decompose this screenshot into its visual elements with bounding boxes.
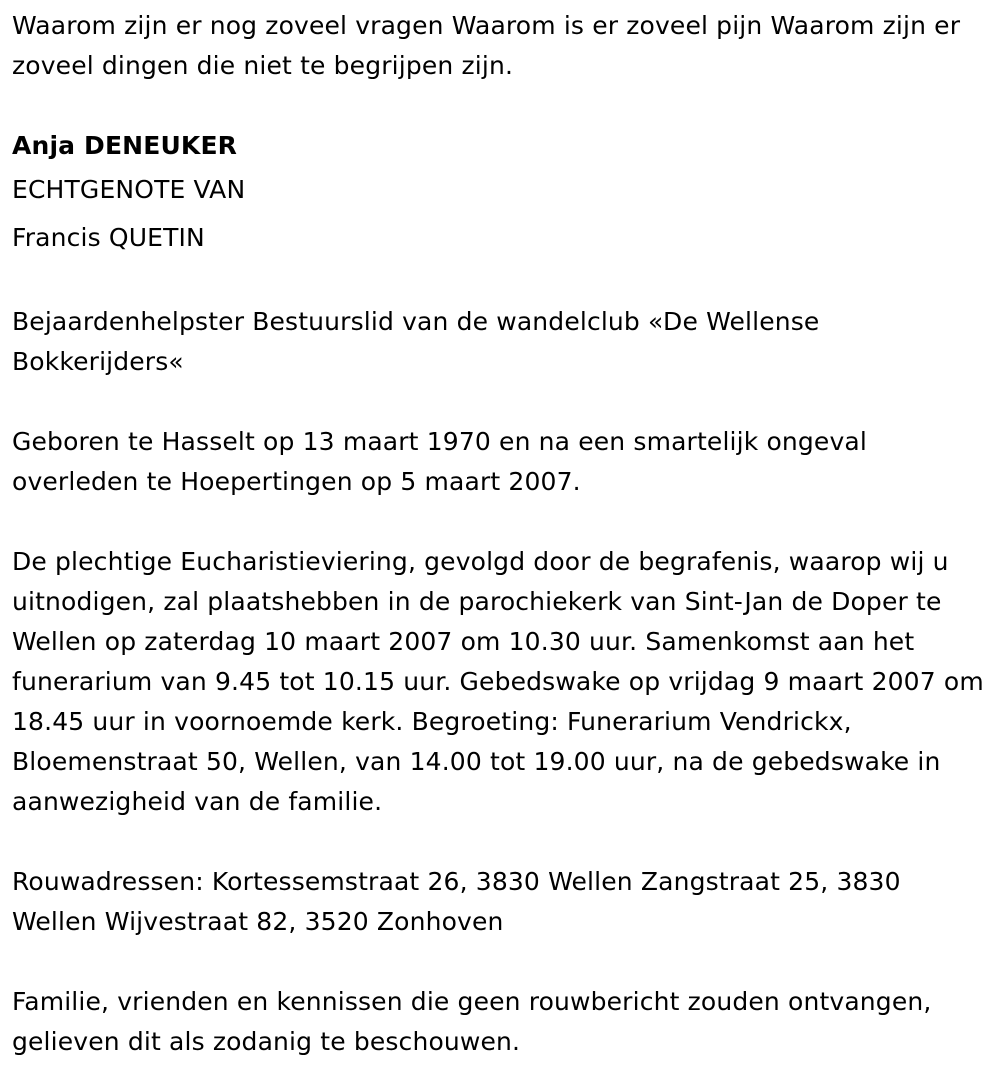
deceased-name: Anja DENEUKER [12,131,238,160]
occupation-text: Bejaardenhelpster Bestuurslid van de wandelclub «De Wellense Bokkerijders« [12,307,820,376]
ceremony-text: De plechtige Eucharistieviering, gevolgd door de begrafenis, waarop wij u uitnodigen, zal plaatshebben in de parochiekerk van Sint-Jan de Doper te Wellen op zaterdag 10 maart 2007 om 10.30 uur. Samenkomst aan het funerarium van 9.45 tot 10.15 uur. Gebedswake op vrijdag 9 maart 2007 om 18.45 uur in voornoemde kerk. Begroeting: Funerarium Vendrickx, Bloemenstraat 50, Wellen, van 14.00 tot 19.00 uur, na de gebedswake in aanwezigheid van de familie. [12,547,984,816]
birth-death-text: Geboren te Hasselt op 13 maart 1970 en na een smartelijk ongeval overleden te Hoepertingen op 5 maart 2007. [12,427,867,496]
opening-quote: Waarom zijn er nog zoveel vragen Waarom is er zoveel pijn Waarom zijn er zoveel dingen die niet te begrijpen zijn. [12,11,961,80]
relation-label: ECHTGENOTE VAN [12,175,246,204]
spouse-name: Francis QUETIN [12,223,205,252]
closing-text: Familie, vrienden en kennissen die geen rouwbericht zouden ontvangen, gelieven dit als zodanig te beschouwen. [12,987,932,1056]
addresses-text: Rouwadressen: Kortessemstraat 26, 3830 Wellen Zangstraat 25, 3830 Wellen Wijvestraat 82, 3520 Zonhoven [12,867,901,936]
